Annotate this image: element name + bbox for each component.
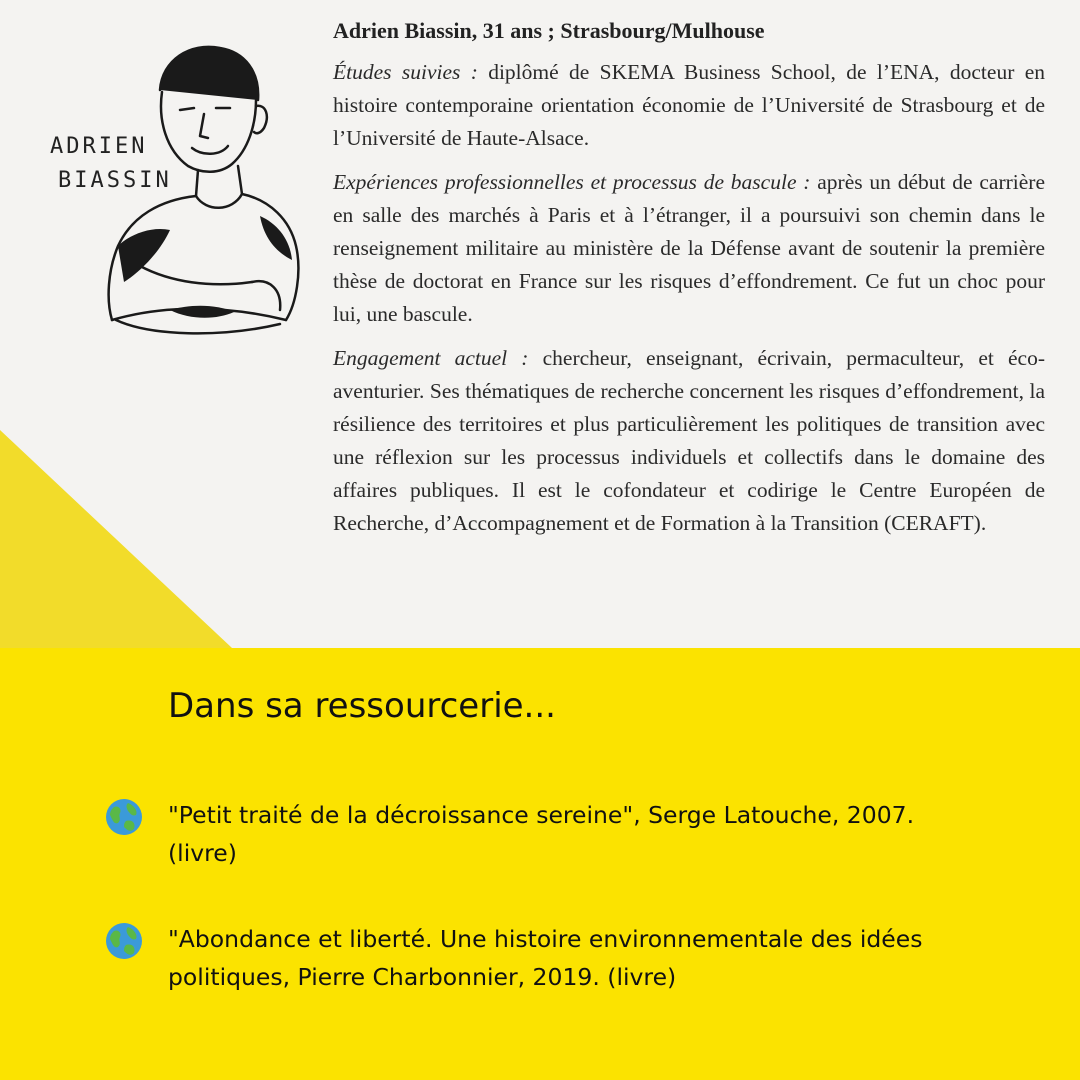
bio-lead-experience: Expériences professionnelles et processus de bascule : xyxy=(333,169,811,194)
resource-item-text: "Abondance et liberté. Une histoire environnementale des idées politiques, Pierre Charbonnier, 2019. (livre) xyxy=(168,925,923,992)
resources-panel xyxy=(0,648,1080,1080)
bio-paragraph-experience xyxy=(333,166,1045,331)
bio-text-engagement: chercheur, enseignant, écrivain, permaculteur, et éco-aventurier. Ses thématiques de recherche concernent les risques d’effondrement, la résilience des territoires et plus particulièrement les politiques de transition avec une réflexion sur les processus individuels et collectifs dans le domaine des affaires publiques. Il est le cofondateur et codirige le Centre Européen de Recherche, d’Accompagnement et de Formation à la Transition (CERAFT). xyxy=(333,345,1045,535)
resource-item-text: "Petit traité de la décroissance sereine", Serge Latouche, 2007. (livre) xyxy=(168,801,915,868)
bio-text-experience: après un début de carrière en salle des marchés à Paris et à l’étranger, il a poursuivi son chemin dans le renseignement militaire au ministère de la Défense avant de soutenir la première thèse de doctorat en France sur les risques d’effondrement. Ce fut un choc pour lui, une bascule. xyxy=(333,169,1045,326)
bio-lead-studies: Études suivies : xyxy=(333,59,478,84)
bio-lead-engagement: Engagement actuel : xyxy=(333,345,529,370)
bio-text-studies: diplômé de SKEMA Business School, de l’ENA, docteur en histoire contemporaine orientation économie de l’Université de Strasbourg et de l’Université de Haute-Alsace. xyxy=(333,59,1045,150)
bio-paragraph-engagement xyxy=(333,342,1045,540)
illustration-first-name: ADRIEN xyxy=(50,134,148,159)
globe-icon xyxy=(104,921,144,961)
bio-title: Adrien Biassin, 31 ans ; Strasbourg/Mulhouse xyxy=(333,18,765,43)
resources-title: Dans sa ressourcerie... xyxy=(168,686,556,726)
globe-icon xyxy=(104,797,144,837)
portrait-illustration xyxy=(20,20,320,360)
bio-paragraph-studies xyxy=(333,56,1045,155)
bio-text-block xyxy=(333,14,1045,551)
resource-item xyxy=(104,796,964,872)
resource-item xyxy=(104,920,964,996)
illustration-last-name: BIASSIN xyxy=(58,168,172,193)
